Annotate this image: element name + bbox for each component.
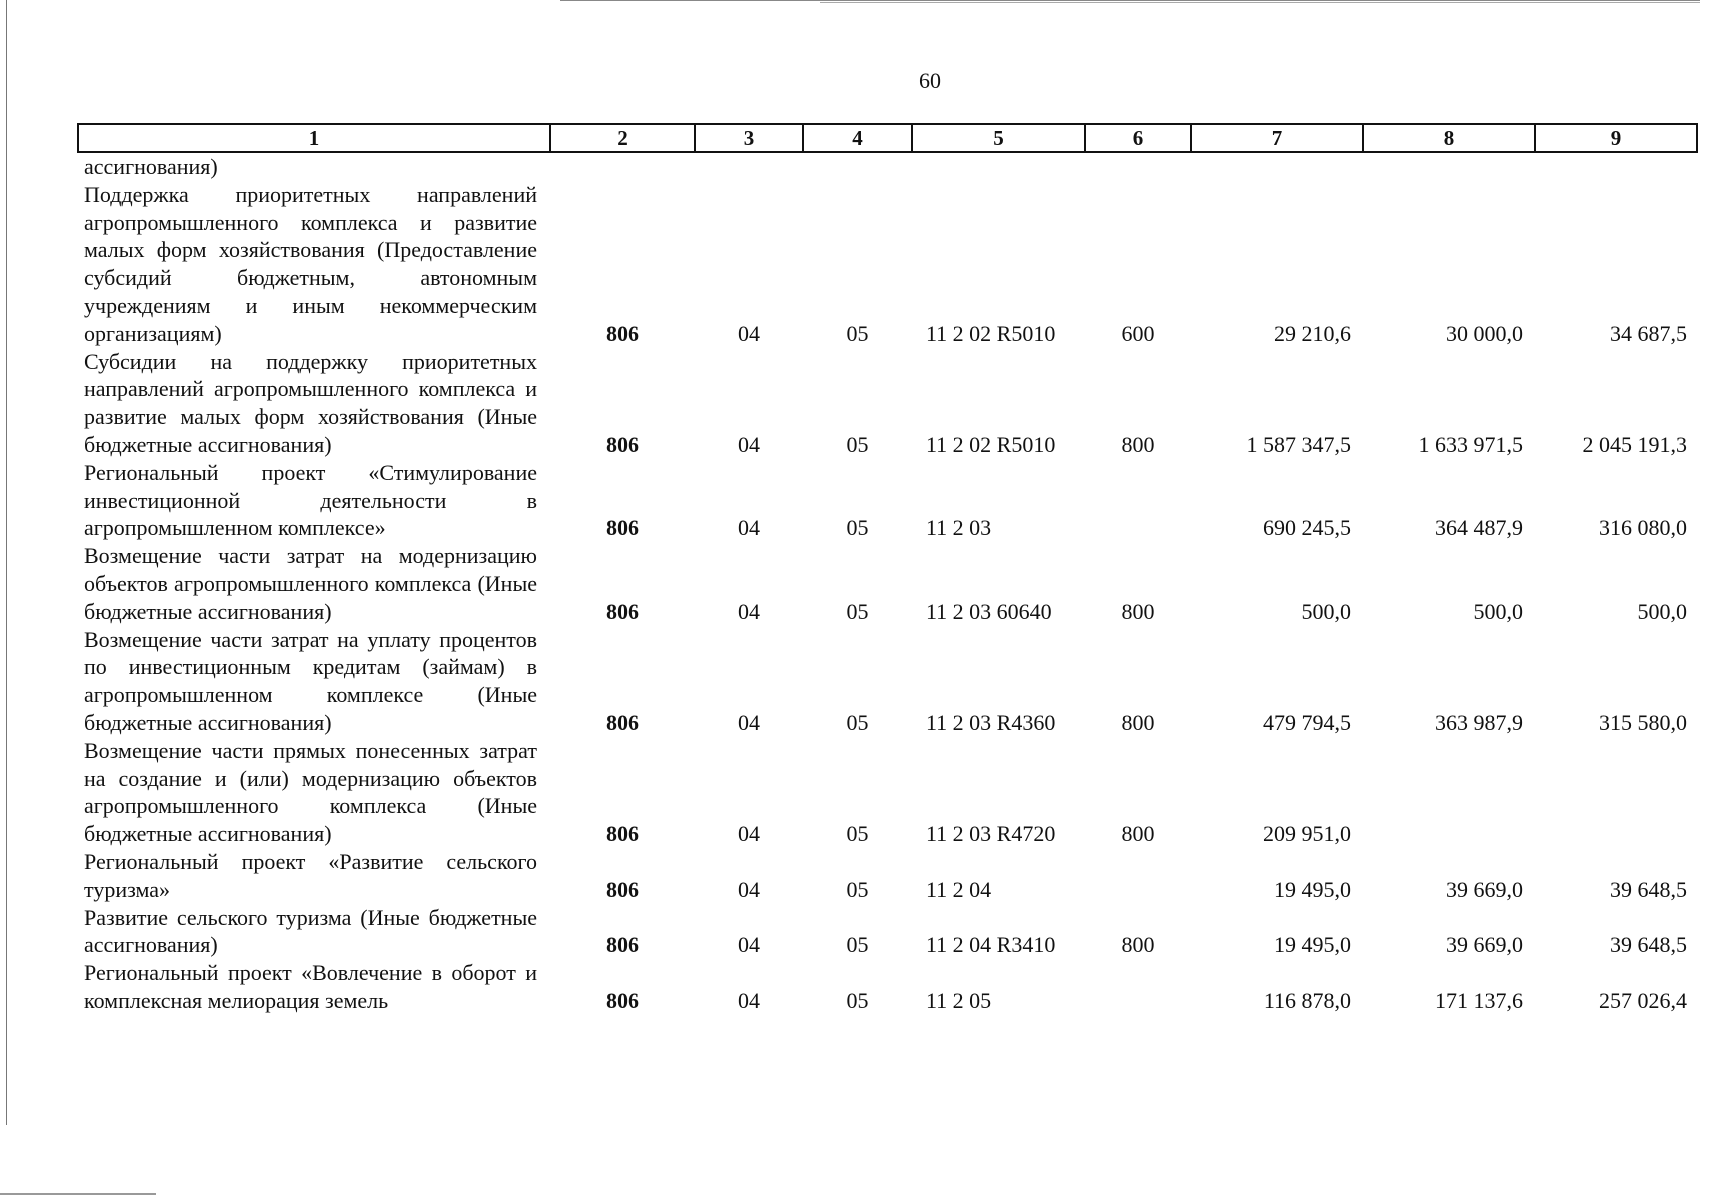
amount-year-1: 209 951,0 (1263, 821, 1351, 847)
target-article: 11 2 05 (926, 987, 992, 1013)
header-row (78, 124, 1697, 152)
column-header: 7 (1191, 124, 1363, 152)
amount-year-2: 39 669,0 (1446, 876, 1523, 902)
row-name: Возмещение части затрат на уплату процентов по инвестиционным кредитам (займам) в агропромышленном комплексе (Иные бюджетные ассигнования) (84, 626, 537, 735)
row-name: ассигнования) (84, 154, 218, 179)
amount-year-3 (1535, 152, 1697, 181)
amount-year-2: 363 987,9 (1435, 709, 1523, 735)
section-code: 04 (738, 932, 760, 958)
subsection-code: 05 (846, 709, 869, 735)
expense-type: 800 (1121, 932, 1155, 958)
amount-year-3 (1535, 737, 1697, 848)
column-header: 6 (1085, 124, 1191, 152)
amount-year-1: 479 794,5 (1263, 709, 1351, 735)
subsection-code: 05 (846, 821, 869, 847)
target-article (912, 152, 1085, 181)
table-row (78, 959, 1697, 1015)
section-code: 04 (738, 709, 760, 735)
page-number: 60 (919, 68, 941, 93)
target-article: 11 2 03 (926, 515, 992, 541)
expense-type (1085, 459, 1191, 542)
row-name: Региональный проект «Вовлечение в оборот и комплексная мелиорация земель (84, 960, 537, 1013)
target-article: 11 2 02 R5010 (926, 320, 1056, 346)
amount-year-2: 500,0 (1473, 598, 1523, 624)
row-name: Поддержка приоритетных направлений агропромышленного комплекса и развитие малых форм хозяйствования (Предоставление субсидий бюджетным, автономным учреждениям и иным некоммерческим организациям) (84, 181, 537, 346)
amount-year-1: 116 878,0 (1263, 987, 1351, 1013)
scan-edge-left (6, 0, 7, 1125)
section-code (695, 152, 803, 181)
section-code: 04 (738, 876, 760, 902)
subsection-code (803, 152, 912, 181)
expense-type: 800 (1121, 821, 1155, 847)
row-name: Возмещение части прямых понесенных затрат на создание и (или) модернизацию объектов агропромышленного комплекса (Иные бюджетные ассигнования) (84, 737, 537, 847)
expense-type: 800 (1121, 709, 1155, 735)
department-code: 806 (606, 987, 639, 1013)
subsection-code: 05 (846, 598, 869, 624)
column-header: 2 (550, 124, 695, 152)
column-header: 8 (1363, 124, 1535, 152)
expense-type (1085, 959, 1191, 1015)
scan-edge-top-2 (820, 2, 1700, 3)
scan-edge-bottom (0, 1193, 156, 1195)
amount-year-1: 690 245,5 (1263, 515, 1351, 541)
row-name: Региональный проект «Развитие сельского туризма» (84, 848, 537, 902)
department-code (550, 152, 695, 181)
subsection-code: 05 (846, 320, 869, 346)
amount-year-2: 39 669,0 (1446, 932, 1523, 958)
table-row (78, 459, 1697, 542)
amount-year-1 (1191, 152, 1363, 181)
subsection-code: 05 (846, 876, 869, 902)
table-row (78, 181, 1697, 348)
target-article: 11 2 03 R4360 (926, 709, 1056, 735)
subsection-code: 05 (846, 932, 869, 958)
amount-year-1: 500,0 (1301, 598, 1351, 624)
expense-type (1085, 848, 1191, 904)
amount-year-2: 1 633 971,5 (1418, 431, 1523, 457)
section-code: 04 (738, 431, 760, 457)
amount-year-3: 500,0 (1637, 598, 1687, 624)
column-header: 4 (803, 124, 912, 152)
amount-year-3: 39 648,5 (1610, 876, 1687, 902)
table-row (78, 348, 1697, 459)
amount-year-3: 315 580,0 (1599, 709, 1687, 735)
amount-year-1: 19 495,0 (1274, 876, 1351, 902)
table-row (78, 626, 1697, 737)
column-header: 3 (695, 124, 803, 152)
target-article: 11 2 03 60640 (926, 598, 1052, 624)
amount-year-1: 19 495,0 (1274, 932, 1351, 958)
target-article: 11 2 04 R3410 (926, 932, 1056, 958)
budget-table (77, 123, 1698, 1015)
column-header: 9 (1535, 124, 1697, 152)
section-code: 04 (738, 987, 760, 1013)
expense-type: 800 (1121, 431, 1155, 457)
row-name: Возмещение части затрат на модернизацию объектов агропромышленного комплекса (Иные бюджетные ассигнования) (84, 543, 537, 624)
department-code: 806 (606, 515, 639, 541)
section-code: 04 (738, 821, 760, 847)
section-code: 04 (738, 515, 760, 541)
amount-year-2: 30 000,0 (1446, 320, 1523, 346)
expense-type: 800 (1121, 598, 1155, 624)
subsection-code: 05 (846, 987, 869, 1013)
amount-year-3: 39 648,5 (1610, 932, 1687, 958)
department-code: 806 (606, 598, 639, 624)
section-code: 04 (738, 320, 760, 346)
amount-year-3: 2 045 191,3 (1582, 431, 1687, 457)
target-article: 11 2 02 R5010 (926, 431, 1056, 457)
target-article: 11 2 04 (926, 876, 992, 902)
row-name: Региональный проект «Стимулирование инвестиционной деятельности в агропромышленном комплексе» (84, 459, 537, 541)
table-row (78, 152, 1697, 181)
table-row (78, 737, 1697, 848)
subsection-code: 05 (846, 515, 869, 541)
amount-year-2: 171 137,6 (1435, 987, 1523, 1013)
amount-year-3: 316 080,0 (1599, 515, 1687, 541)
expense-type (1085, 152, 1191, 181)
table-row (78, 904, 1697, 960)
amount-year-3: 34 687,5 (1610, 320, 1687, 346)
department-code: 806 (606, 431, 639, 457)
section-code: 04 (738, 598, 760, 624)
amount-year-2: 364 487,9 (1435, 515, 1523, 541)
amount-year-2 (1363, 737, 1535, 848)
department-code: 806 (606, 932, 639, 958)
column-header: 1 (78, 124, 550, 152)
scan-edge-top (560, 0, 1700, 1)
department-code: 806 (606, 876, 639, 902)
table-row (78, 542, 1697, 625)
department-code: 806 (606, 821, 639, 847)
subsection-code: 05 (846, 431, 869, 457)
amount-year-1: 1 587 347,5 (1246, 431, 1351, 457)
department-code: 806 (606, 320, 639, 346)
expense-type: 600 (1121, 320, 1155, 346)
amount-year-2 (1363, 152, 1535, 181)
amount-year-3: 257 026,4 (1599, 987, 1687, 1013)
row-name: Субсидии на поддержку приоритетных направлений агропромышленного комплекса и развитие малых форм хозяйствования (Иные бюджетные ассигнования) (84, 348, 537, 457)
table-row (78, 848, 1697, 904)
amount-year-1: 29 210,6 (1274, 320, 1351, 346)
row-name: Развитие сельского туризма (Иные бюджетные ассигнования) (84, 904, 537, 958)
target-article: 11 2 03 R4720 (926, 821, 1056, 847)
column-header: 5 (912, 124, 1085, 152)
department-code: 806 (606, 709, 639, 735)
